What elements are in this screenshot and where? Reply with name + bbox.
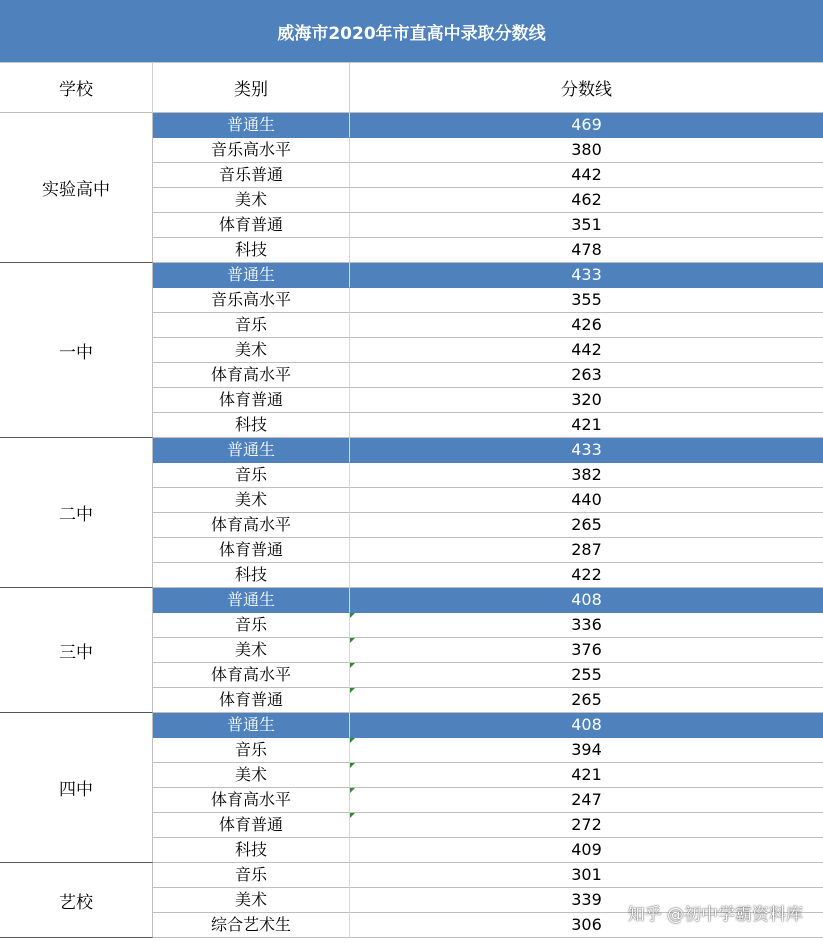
score-cell: 247 [350, 788, 823, 813]
category-cell: 体育高水平 [153, 788, 350, 813]
score-cell: 320 [350, 388, 823, 413]
category-cell: 美术 [153, 188, 350, 213]
category-cell: 体育普通 [153, 538, 350, 563]
category-cell: 综合艺术生 [153, 913, 350, 938]
score-cell: 422 [350, 563, 823, 588]
category-cell: 音乐 [153, 738, 350, 763]
school-cell: 四中 [0, 713, 153, 863]
category-cell: 科技 [153, 413, 350, 438]
header-school: 学校 [0, 63, 153, 113]
score-cell: 394 [350, 738, 823, 763]
cell-comment-flag-icon [350, 663, 355, 668]
score-cell: 442 [350, 163, 823, 188]
score-cell: 442 [350, 338, 823, 363]
header-category: 类别 [153, 63, 350, 113]
score-cell: 287 [350, 538, 823, 563]
score-cell: 433 [350, 263, 823, 288]
school-cell: 一中 [0, 263, 153, 438]
score-cell: 469 [350, 113, 823, 138]
category-cell: 体育高水平 [153, 513, 350, 538]
score-cell: 301 [350, 863, 823, 888]
category-cell: 美术 [153, 888, 350, 913]
score-cell: 265 [350, 513, 823, 538]
category-cell: 音乐普通 [153, 163, 350, 188]
score-cell: 336 [350, 613, 823, 638]
score-cell: 265 [350, 688, 823, 713]
category-cell: 音乐高水平 [153, 288, 350, 313]
category-cell: 科技 [153, 838, 350, 863]
category-cell: 音乐 [153, 863, 350, 888]
cell-comment-flag-icon [350, 688, 355, 693]
score-cell: 355 [350, 288, 823, 313]
score-cell: 339 [350, 888, 823, 913]
category-cell: 体育普通 [153, 388, 350, 413]
cell-comment-flag-icon [350, 638, 355, 643]
score-cell: 478 [350, 238, 823, 263]
score-cell: 376 [350, 638, 823, 663]
category-cell: 体育普通 [153, 213, 350, 238]
category-cell: 美术 [153, 338, 350, 363]
category-cell: 美术 [153, 638, 350, 663]
score-cell: 409 [350, 838, 823, 863]
score-cell: 263 [350, 363, 823, 388]
school-cell: 艺校 [0, 863, 153, 938]
school-cell: 实验高中 [0, 113, 153, 263]
category-cell: 美术 [153, 763, 350, 788]
category-cell: 普通生 [153, 713, 350, 738]
category-cell: 普通生 [153, 263, 350, 288]
category-cell: 体育普通 [153, 813, 350, 838]
school-cell: 二中 [0, 438, 153, 588]
score-cell: 426 [350, 313, 823, 338]
score-cell: 351 [350, 213, 823, 238]
category-cell: 音乐 [153, 463, 350, 488]
cell-comment-flag-icon [350, 813, 355, 818]
header-score: 分数线 [350, 63, 823, 113]
score-cell: 421 [350, 413, 823, 438]
score-cell: 462 [350, 188, 823, 213]
cell-comment-flag-icon [350, 738, 355, 743]
category-cell: 体育高水平 [153, 363, 350, 388]
category-cell: 音乐 [153, 313, 350, 338]
category-cell: 美术 [153, 488, 350, 513]
score-cell: 433 [350, 438, 823, 463]
score-cell: 440 [350, 488, 823, 513]
category-cell: 普通生 [153, 113, 350, 138]
score-cell: 306 [350, 913, 823, 938]
score-cell: 408 [350, 588, 823, 613]
watermark-text: 知乎 @初中学霸资料库 [627, 905, 803, 925]
category-cell: 音乐 [153, 613, 350, 638]
score-cell: 255 [350, 663, 823, 688]
category-cell: 科技 [153, 238, 350, 263]
cell-comment-flag-icon [350, 763, 355, 768]
category-cell: 科技 [153, 563, 350, 588]
category-cell: 体育普通 [153, 688, 350, 713]
school-cell: 三中 [0, 588, 153, 713]
score-cell: 272 [350, 813, 823, 838]
score-cell: 380 [350, 138, 823, 163]
category-cell: 普通生 [153, 438, 350, 463]
score-cell: 408 [350, 713, 823, 738]
category-cell: 体育高水平 [153, 663, 350, 688]
score-cell: 421 [350, 763, 823, 788]
table-title: 威海市2020年市直高中录取分数线 [0, 0, 823, 63]
category-cell: 音乐高水平 [153, 138, 350, 163]
category-cell: 普通生 [153, 588, 350, 613]
cell-comment-flag-icon [350, 613, 355, 618]
score-cell: 382 [350, 463, 823, 488]
cell-comment-flag-icon [350, 788, 355, 793]
